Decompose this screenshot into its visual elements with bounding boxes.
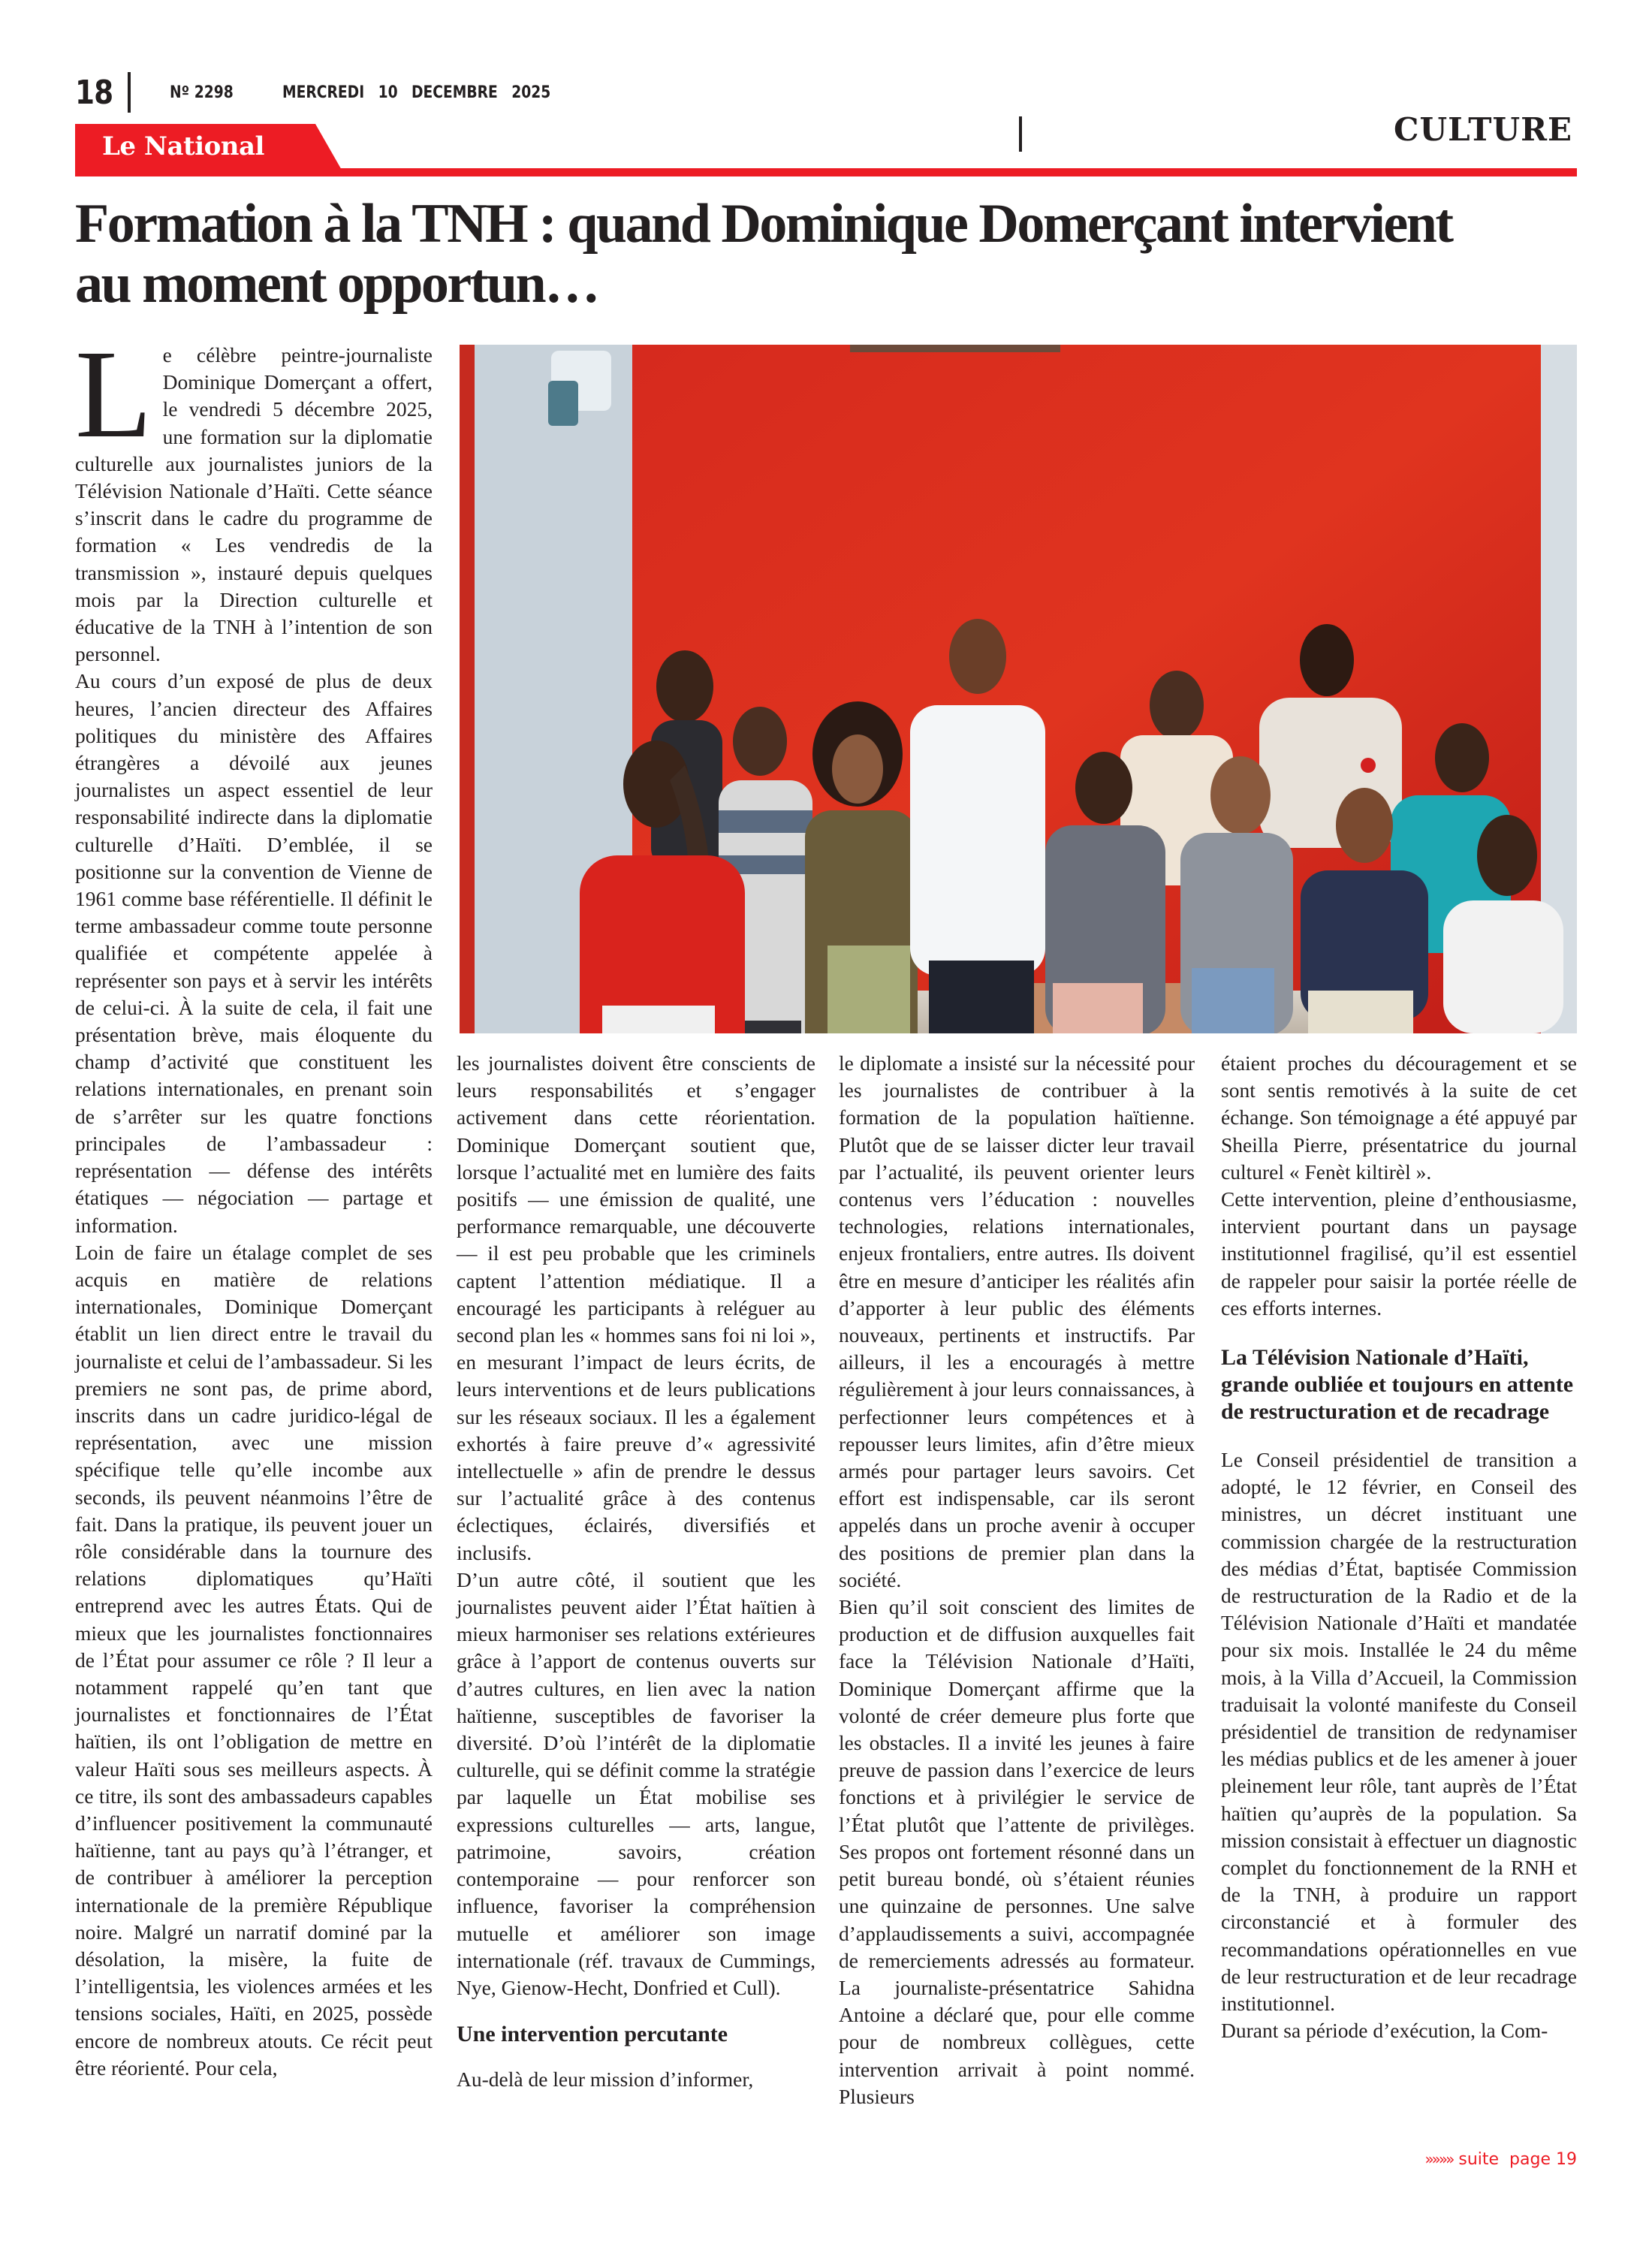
- article-column-4: [1221, 1050, 1577, 2045]
- body-paragraph: Au-delà de leur mission d’informer,: [457, 2068, 754, 2092]
- drop-cap: L: [75, 324, 152, 464]
- body-paragraph: les journalistes doivent être conscients de leurs responsabilités et s’engager activement dans cette réorientation. Dominique Domerçant soutient que, lorsque l’actualité met en lumière des faits positifs — une émission de qualité, une performance remarquable, une découverte — il est peu probable que les criminels captent l’attention médiatique. Il a encouragé les participants à reléguer au second plan les « hommes sans foi ni loi », en mesurant l’impact de leurs écrits, de leurs interventions et de leurs publications sur les réseaux sociaux. Il les a également exhortés à faire preuve d’« agressivité intellectuelle » afin de prendre le dessus sur l’actualité grâce à des contenus éclectiques, éclairés, diversifiés et inclusifs.: [457, 1051, 815, 1564]
- folio-line: [75, 72, 598, 113]
- body-paragraph: Bien qu’il soit conscient des limites de production et de diffusion auxquelles fait face la Télévision Nationale d’Haïti, Dominique Domerçant affirme que la volonté de créer demeure plus forte que les obstacles. Il a invité les jeunes à faire preuve de passion dans l’exercice de leurs fonctions et à privilégier le service de l’État plutôt que l’attente de privilèges. Ses propos ont fortement résonné dans un petit bureau bondé, où s’étaient réunies une quinzaine de personnes. Une salve d’applaudissements a suivi, accompagnée de remerciements adressés au formateur. La journaliste-présentatrice Sahidna Antoine a déclaré que, pour elle comme pour de nombreux collègues, cette intervention arrivait à point nommé. Plusieurs: [839, 1595, 1195, 2108]
- subheading-tnh: La Télévision Nationale d’Haïti, grande oubliée et toujours en attente de restructuration et de recadrage: [1221, 1345, 1574, 1425]
- issue-date: MERCREDI 10 DECEMBRE 2025: [282, 83, 551, 102]
- body-paragraph: D’un autre côté, il soutient que les journalistes peuvent aider l’État haïtien à mieux harmoniser ses relations extérieures grâce à l’apport de contenus ouverts sur d’autres cultures, en lien avec la nation haïtienne, susceptibles de favoriser la diversité. D’où l’intérêt de la diplomatie culturelle, qui se définit comme la stratégie par laquelle un État mobilise ses expressions culturelles — arts, langue, patrimoine, savoirs, création contemporaine — pour renforcer son influence, favoriser la compréhension mutuelle et améliorer son image internationale (réf. travaux de Cummings, Nye, Gienow-Hecht, Donfried et Cull).: [457, 1567, 815, 1999]
- continued-label: suite page 19: [1458, 2150, 1577, 2169]
- body-paragraph: Cette intervention, pleine d’enthousiasme, intervient pourtant dans un paysage institutionnel fragilisé, qu’il est essentiel de rappeler pour saisir la portée réelle de ces efforts internes.: [1221, 1187, 1577, 1320]
- continue-arrows-icon: »»»»: [1424, 2150, 1453, 2168]
- section-label: CULTURE: [1394, 111, 1572, 148]
- article-column-2: [457, 1050, 815, 2093]
- section-divider: [1019, 116, 1022, 152]
- article-column-3: [839, 1050, 1195, 2110]
- article-photo: [460, 345, 1577, 1033]
- issue-number: Nº 2298: [170, 83, 234, 102]
- subheading-intervention: Une intervention percutante: [457, 2022, 728, 2047]
- group-photo-icon: [460, 345, 1577, 1033]
- page-number: 18: [75, 73, 113, 112]
- lead-paragraph-text: e célèbre peintre-journaliste Dominique Domerçant a offert, le vendredi 5 décembre 2025, une formation sur la diplomatie culturelle aux journalistes juniors de la Télévision Nationale d’Haïti. Cette séance s’inscrit dans le cadre du programme de formation « Les vendredis de la transmission », instauré depuis quelques mois par la Direction culturelle et éducative de la TNH à l’intention de son personnel.: [75, 343, 433, 666]
- folio-divider: [128, 72, 131, 113]
- brand-band: [75, 124, 1577, 176]
- body-paragraph: Le Conseil présidentiel de transition a adopté, le 12 février, en Conseil des ministres, un décret instituant une commission chargée de la restructuration des médias d’État, baptisée Commission de restructuration de la Radio et de la Télévision Nationale d’Haïti et mandatée pour six mois. Installée le 24 du même mois, à la Villa d’Accueil, la Commission traduisait la volonté manifeste du Conseil présidentiel de transition de redynamiser les médias publics et de les amener à jouer pleinement leur rôle, tant auprès de l’État haïtien qu’auprès de la population. Sa mission consistait à effectuer un diagnostic complet du fonctionnement de la RNH et de la TNH, à produire un rapport circonstancié et à formuler des recommandations opérationnelles en vue de leur restructuration et de leur recadrage institutionnel.: [1221, 1448, 1577, 2016]
- body-paragraph: Au cours d’un exposé de plus de deux heures, l’ancien directeur des Affaires politiques du ministère des Affaires étrangères a dévoilé aux jeunes journalistes un aspect essentiel de leur responsabilité indirecte dans la diplomatie culturelle d’Haïti. D’emblée, il se positionne sur la convention de Vienne de 1961 comme base référentielle. Il définit le terme ambassadeur comme toute personne qualifiée et compétente appelée à représenter son pays et à servir les intérêts de celui-ci. À la suite de cela, il fait une présentation brève, mais éloquente du champ d’activité que constituent les relations internationales, en prenant soin de s’arrêter sur les quatre fonctions principales de l’ambassadeur : représentation — défense des intérêts étatiques — négociation — partage et information.: [75, 669, 433, 1237]
- body-paragraph: Loin de faire un étalage complet de ses acquis en matière de relations internationales, Dominique Domerçant établit un lien direct entre le travail du journaliste et celui de l’ambassadeur. Si les premiers ne sont pas, de prime abord, inscrits dans un cadre juridico-légal de représentation, avec une mission spécifique telle qu’elle incombe aux seconds, ils peuvent néanmoins l’être de fait. Dans la pratique, ils peuvent jouer un rôle considérable dans la tournure des relations diplomatiques qu’Haïti entreprend avec les autres États. Qui de mieux que les journalistes fonctionnaires de l’État pour assumer ce rôle ? Il leur a notamment rappelé qu’en tant que journalistes et fonctionnaires de l’État haïtien, ils ont l’obligation de mettre en valeur Haïti sous ses meilleurs aspects. À ce titre, ils sont des ambassadeurs capables d’influencer positivement la communauté haïtienne, tant au pays qu’à l’étranger, et de contribuer à améliorer la perception internationale de la première République noire. Malgré un narratif dominé par la désolation, la misère, la fuite de l’intelligentsia, les violences armées et les tensions sociales, Haïti, en 2025, possède encore de nombreux atouts. Ce récit peut être réorienté. Pour cela,: [75, 1240, 433, 2080]
- article-headline: Formation à la TNH : quand Dominique Domerçant intervient au moment opportun…: [75, 193, 1452, 315]
- body-paragraph: le diplomate a insisté sur la nécessité pour les journalistes de contribuer à la formation de la population haïtienne. Plutôt que de se laisser dicter leur travail par l’actualité, ils peuvent orienter leurs contenus vers l’éducation : nouvelles technologies, relations internationales, enjeux frontaliers, entre autres. Ils doivent être en mesure d’anticiper les réalités afin d’apporter à leur public des éléments nouveaux, pertinents et instructifs. Par ailleurs, il les a encouragés à mettre régulièrement à jour leurs connaissances, à perfectionner leurs compétences et à repousser leurs limites, afin d’être mieux armés pour partager leurs savoirs. Cet effort est indispensable, car ils seront appelés dans un proche avenir à occuper des positions de premier plan dans la société.: [839, 1051, 1195, 1591]
- continued-link[interactable]: [1424, 2150, 1577, 2169]
- article-column-1: [75, 324, 433, 2082]
- lead-paragraph: [75, 324, 433, 668]
- body-paragraph: Durant sa période d’exécution, la Com-: [1221, 2019, 1548, 2043]
- newspaper-logo: Le National: [102, 131, 264, 161]
- body-paragraph: étaient proches du découragement et se sont sentis remotivés à la suite de cet échange. Son témoignage a été appuyé par Sheilla Pierre, présentatrice du journal culturel « Fenèt kiltirèl ».: [1221, 1051, 1577, 1184]
- person-white-shirt: [910, 705, 1045, 976]
